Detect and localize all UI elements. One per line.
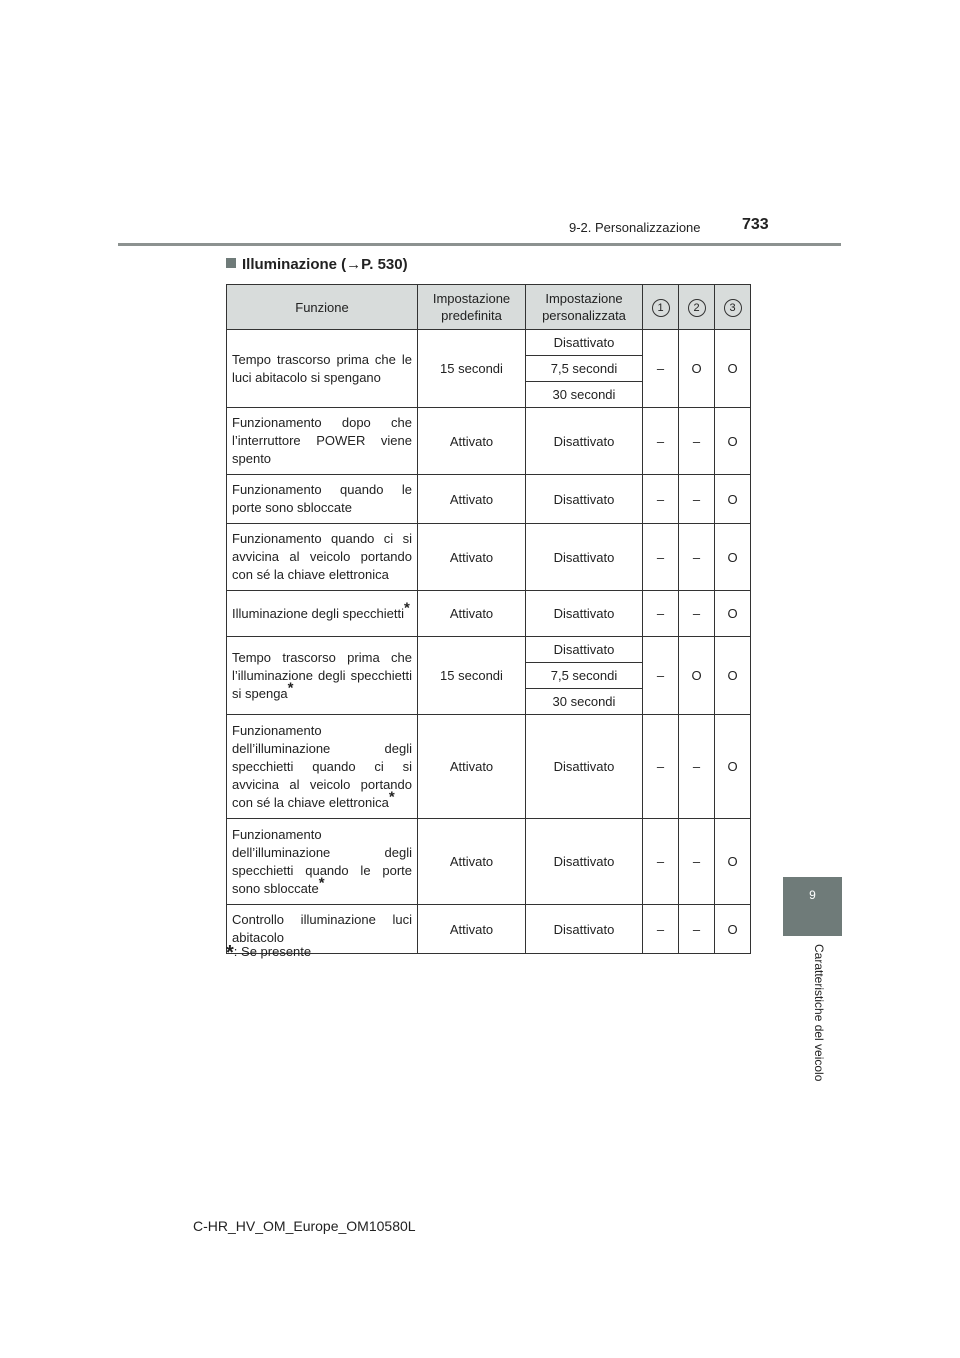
cell-funzione: Tempo trascorso prima che l’illuminazione degli specchietti si spenga* <box>227 637 418 715</box>
asterisk-mark: * <box>403 599 410 617</box>
page-number: 733 <box>742 216 769 233</box>
cell-funzione: Controllo illuminazione luci abitacolo <box>227 905 418 954</box>
cell-predefinita: 15 secondi <box>418 637 526 715</box>
cell-predefinita: Attivato <box>418 819 526 905</box>
table-row <box>227 637 751 663</box>
cell-col-2: – <box>679 524 715 591</box>
table-row <box>227 715 751 819</box>
footnote <box>226 942 311 965</box>
chapter-tab-label: Caratteristiche del veicolo <box>812 944 826 1082</box>
table-row <box>227 330 751 356</box>
chapter-tab <box>783 877 842 936</box>
cell-funzione: Funzionamento quando ci si avvicina al veicolo portando con sé la chiave elettronica <box>227 524 418 591</box>
circled-number-icon: 2 <box>688 299 706 317</box>
cell-option: Disattivato <box>526 408 643 475</box>
cell-option: Disattivato <box>526 524 643 591</box>
cell-predefinita: 15 secondi <box>418 330 526 408</box>
cell-option: Disattivato <box>526 905 643 954</box>
cell-col-1: – <box>643 330 679 408</box>
cell-option: Disattivato <box>526 637 643 663</box>
cell-option: Disattivato <box>526 819 643 905</box>
table-row <box>227 591 751 637</box>
table-row <box>227 408 751 475</box>
table-header-row <box>227 285 751 330</box>
footnote-asterisk: * <box>226 942 234 964</box>
header-col-3 <box>715 285 751 330</box>
cell-col-1: – <box>643 819 679 905</box>
cell-col-3: O <box>715 637 751 715</box>
cell-col-3: O <box>715 408 751 475</box>
cell-col-1: – <box>643 591 679 637</box>
cell-predefinita: Attivato <box>418 905 526 954</box>
cell-option: 30 secondi <box>526 689 643 715</box>
cell-col-3: O <box>715 905 751 954</box>
asterisk-mark: * <box>388 788 395 806</box>
cell-col-3: O <box>715 524 751 591</box>
cell-col-1: – <box>643 524 679 591</box>
header-col-2 <box>679 285 715 330</box>
cell-funzione: Funzionamento dell’illuminazione degli specchietti quando ci si avvicina al veicolo portando con sé la chiave elettronica* <box>227 715 418 819</box>
cell-funzione: Tempo trascorso prima che le luci abitacolo si spengano <box>227 330 418 408</box>
cell-col-3: O <box>715 819 751 905</box>
cell-col-1: – <box>643 905 679 954</box>
header-predefinita: Impostazione predefinita <box>418 285 526 330</box>
cell-option: Disattivato <box>526 591 643 637</box>
asterisk-mark: * <box>287 679 294 697</box>
cell-option: Disattivato <box>526 715 643 819</box>
circled-number-icon: 1 <box>652 299 670 317</box>
cell-funzione: Illuminazione degli specchietti* <box>227 591 418 637</box>
cell-col-2: – <box>679 715 715 819</box>
cell-col-1: – <box>643 637 679 715</box>
header-col-1 <box>643 285 679 330</box>
footer-document-code: C-HR_HV_OM_Europe_OM10580L <box>193 1218 416 1234</box>
header-rule <box>118 243 841 246</box>
header-personalizzata: Impostazione personalizzata <box>526 285 643 330</box>
circled-number-icon: 3 <box>724 299 742 317</box>
cell-col-2: O <box>679 637 715 715</box>
customization-table <box>226 284 751 954</box>
cell-col-1: – <box>643 715 679 819</box>
cell-option: 7,5 secondi <box>526 663 643 689</box>
cell-option: 7,5 secondi <box>526 356 643 382</box>
cell-col-2: – <box>679 408 715 475</box>
cell-col-2: O <box>679 330 715 408</box>
cell-col-2: – <box>679 819 715 905</box>
cell-predefinita: Attivato <box>418 524 526 591</box>
cell-col-3: O <box>715 715 751 819</box>
cell-predefinita: Attivato <box>418 591 526 637</box>
header-section-title: 9-2. Personalizzazione <box>569 220 701 235</box>
cell-col-2: – <box>679 475 715 524</box>
footnote-text: : Se presente <box>233 944 312 959</box>
cell-col-1: – <box>643 408 679 475</box>
table-row <box>227 524 751 591</box>
header-funzione: Funzione <box>227 285 418 330</box>
cell-col-1: – <box>643 475 679 524</box>
cell-col-3: O <box>715 475 751 524</box>
cell-predefinita: Attivato <box>418 408 526 475</box>
table-row <box>227 475 751 524</box>
square-bullet-icon <box>226 258 236 268</box>
section-heading <box>226 256 408 273</box>
cell-option: Disattivato <box>526 475 643 524</box>
cell-option: Disattivato <box>526 330 643 356</box>
cell-option: 30 secondi <box>526 382 643 408</box>
table-row <box>227 819 751 905</box>
cell-funzione: Funzionamento dell’illuminazione degli specchietti quando le porte sono sbloccate* <box>227 819 418 905</box>
cell-col-3: O <box>715 330 751 408</box>
chapter-tab-number: 9 <box>809 888 816 902</box>
cell-funzione: Funzionamento dopo che l’interruttore POWER viene spento <box>227 408 418 475</box>
cell-predefinita: Attivato <box>418 475 526 524</box>
asterisk-mark: * <box>318 874 325 892</box>
section-heading-text: Illuminazione (→P. 530) <box>242 256 408 273</box>
cell-col-3: O <box>715 591 751 637</box>
cell-predefinita: Attivato <box>418 715 526 819</box>
cell-col-2: – <box>679 591 715 637</box>
cell-col-2: – <box>679 905 715 954</box>
cell-funzione: Funzionamento quando le porte sono sbloccate <box>227 475 418 524</box>
